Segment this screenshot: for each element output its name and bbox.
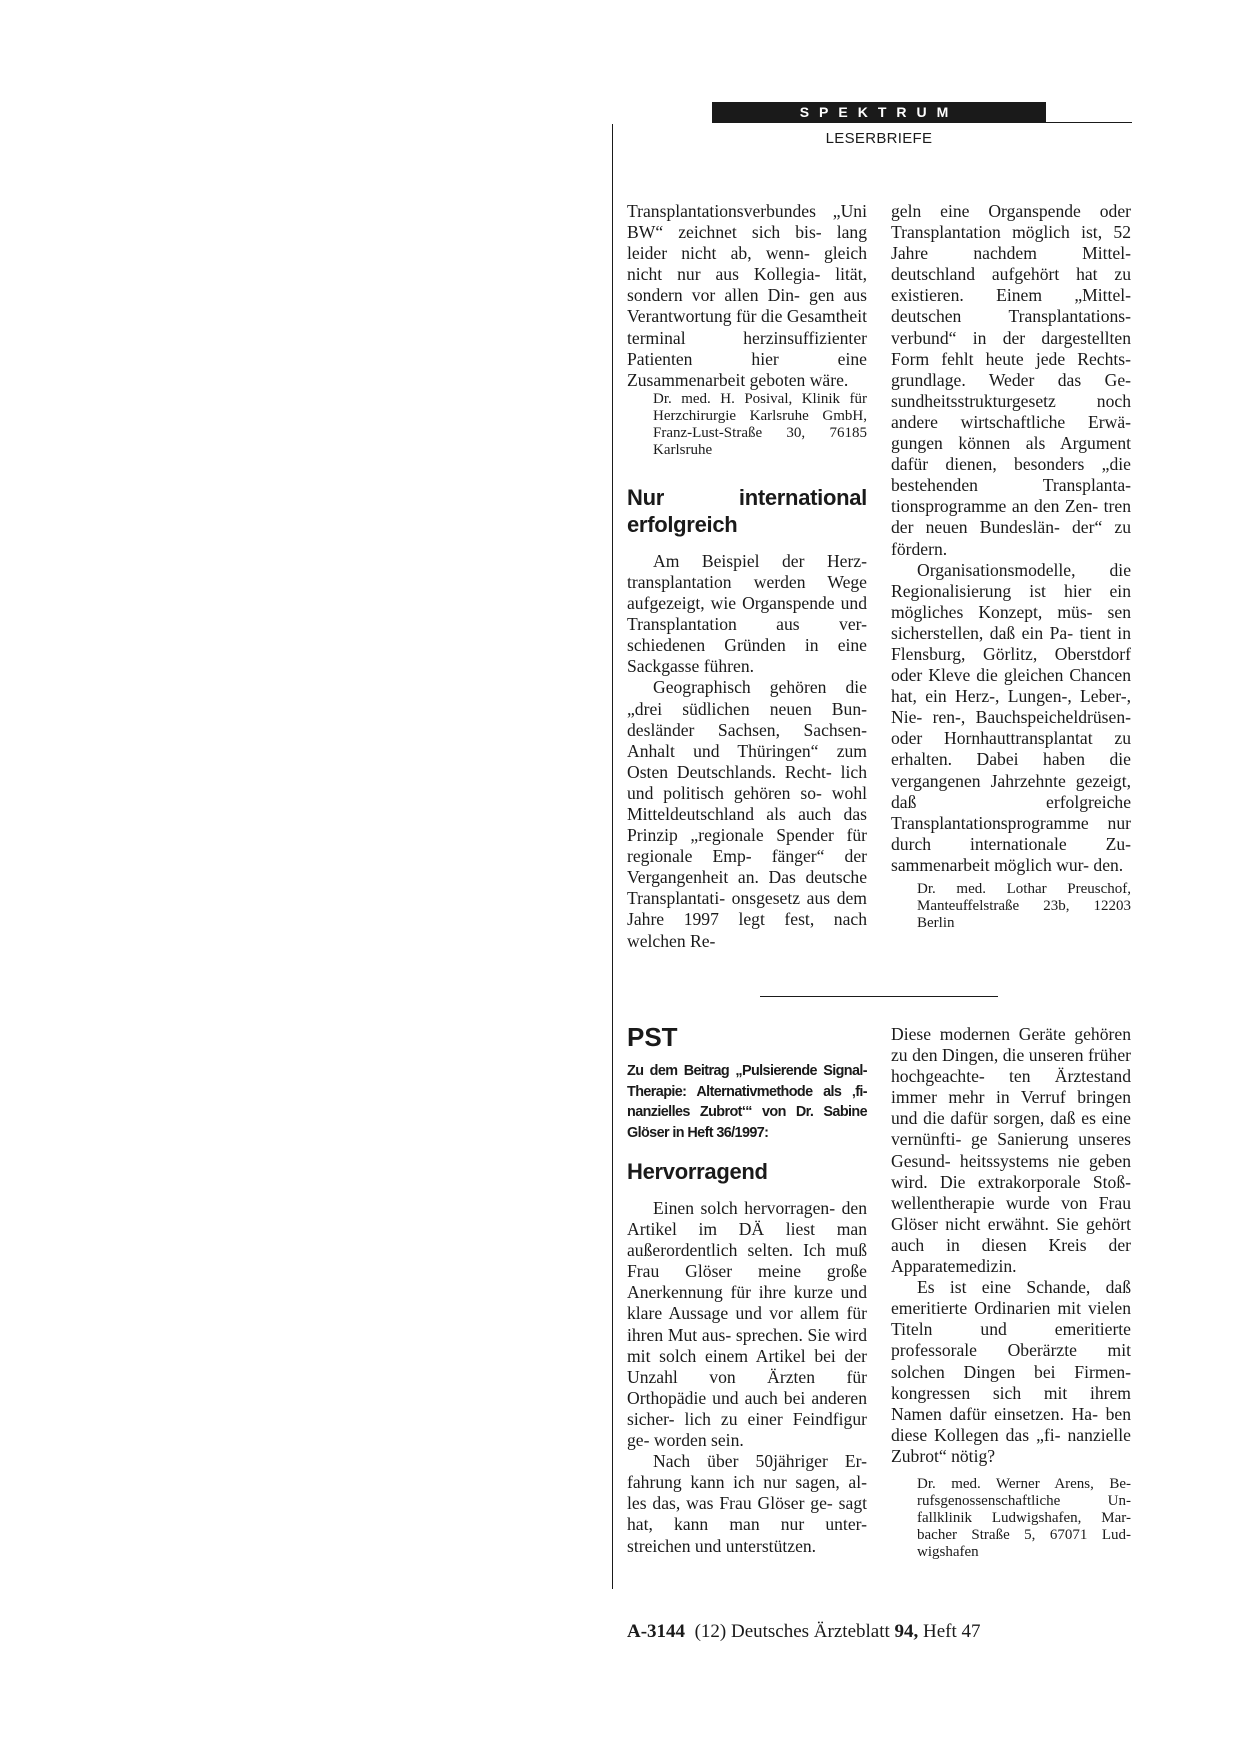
bottom-right-column — [891, 1024, 1131, 1561]
letter-paragraph: Es ist eine Schande, daß emeritierte Ordinarien mit vielen Titeln und emeritierte professorale Oberärzte mit solchen Dingen bei Firmen- kongressen sich mit ihrem Namen dafür einsetzen. Ha- ben diese Kollegen das „fi- nanzielle Zubrot“ nötig? — [891, 1277, 1131, 1466]
section-separator — [760, 996, 998, 997]
letter-title: Hervorragend — [627, 1159, 768, 1184]
letter-title: Nur international erfolgreich — [627, 484, 867, 537]
column-rule — [612, 124, 613, 1589]
page-number: (12) — [694, 1621, 727, 1642]
letter-signature: Dr. med. Lothar Preuschof, Manteuffelstraße 23b, 12203 Berlin — [917, 881, 1131, 931]
top-left-column — [627, 201, 867, 952]
letter-paragraph: geln eine Organspende oder Transplantation möglich ist, 52 Jahre nachdem Mittel- deutschland aufgehört hat zu existieren. Einem „Mittel- deutschen Transplantations- verbund“ in der dargestellten Form fehlt heute jede Rechts- grundlage. Weder das Ge- sundheitsstrukturgesetz noch andere wirtschaftliche Erwä- gungen können als Argument dafür dienen, besonders „die bestehenden Transplanta- tionsprogramme an den Zen- tren der neuen Bundeslän- der“ zu fördern. — [891, 201, 1131, 559]
letter-signature: Dr. med. Werner Arens, Be- rufsgenossenschaftliche Un- fallklinik Ludwigshafen, Mar- bacher Straße 5, 67071 Lud- wigshafen — [917, 1475, 1131, 1560]
letter-paragraph: Am Beispiel der Herz- transplantation werden Wege aufgezeigt, wie Organspende und Transplantation aus ver- schiedenen Gründen in eine Sackgasse führen. — [627, 550, 867, 677]
letter-paragraph: Nach über 50jähriger Er- fahrung kann ich nur sagen, al- les das, was Frau Glöser ge- sagt hat, kann man nur unter- streichen und unterstützen. — [627, 1451, 867, 1556]
letter-continuation: Transplantationsverbundes „Uni BW“ zeichnet sich bis- lang leider nicht ab, wenn- gleich nicht nur aus Kollegia- lität, sondern vor allen Din- gen aus Verantwortung für die Gesamtheit terminal herzinsuffizienter Patienten hier eine Zusammenarbeit geboten wäre. — [627, 201, 867, 390]
top-right-column — [891, 201, 1131, 932]
volume-number: 94, — [894, 1621, 919, 1642]
bottom-left-column — [627, 1022, 867, 1557]
article-reference: Zu dem Beitrag „Pulsierende Signal- Therapie: Alternativmethode als ‚fi- nanzielles Zubrot‘“ von Dr. Sabine Glöser in Heft 36/1997: — [627, 1063, 867, 1141]
section-header: SPEKTRUM — [712, 102, 1046, 122]
topic-heading: PST — [627, 1022, 678, 1052]
journal-name: Deutsches Ärzteblatt — [730, 1621, 890, 1642]
header-rule — [712, 122, 1132, 123]
letter-signature: Dr. med. H. Posival, Klinik für Herzchirurgie Karlsruhe GmbH, Franz-Lust-Straße 30, 76185 Karlsruhe — [653, 390, 867, 458]
letter-paragraph: Organisationsmodelle, die Regionalisierung ist hier ein mögliches Konzept, müs- sen sicherstellen, daß ein Pa- tient in Flensburg, Görlitz, Oberstdorf oder Kleve die gleichen Chancen hat, ein Herz-, Lungen-, Leber-, Nie- ren-, Bauchspeicheldrüsen- oder Hornhauttransplantat zu erhalten. Dabei haben die vergangenen Jahrzehnte gezeigt, daß erfolgreiche Transplantationsprogramme nur durch internationale Zu- sammenarbeit möglich wur- den. — [891, 559, 1131, 875]
letter-paragraph: Einen solch hervorragen- den Artikel im DÄ liest man außerordentlich selten. Ich muß Frau Glöser meine große Anerkennung für ihre kurze und klare Aussage und vor allem für ihren Mut aus- sprechen. Sie wird mit solch einem Artikel bei der Unzahl von Ärzten für Orthopädie und auch bei anderen sicher- lich zu einer Feindfigur ge- worden sein. — [627, 1198, 867, 1451]
letter-paragraph: Diese modernen Geräte gehören zu den Dingen, die unseren früher hochgeachte- ten Ärztestand immer mehr in Verruf bringen und die dafür sorgen, daß es eine vernünfti- ge Sanierung unseres Gesund- heitssystems nie geben wird. Die extrakorporale Stoß- wellentherapie wurde von Frau Glöser nicht erwähnt. Sie gehört auch in diesen Kreis der Apparatemedizin. — [891, 1024, 1131, 1277]
subsection-label: LESERBRIEFE — [825, 130, 933, 147]
page-code: A-3144 — [627, 1621, 686, 1642]
letter-paragraph: Geographisch gehören die „drei südlichen neuen Bun- desländer Sachsen, Sachsen- Anhalt und Thüringen“ zum Osten Deutschlands. Recht- lich und politisch gehören so- wohl Mitteldeutschland als auch das Prinzip „regionale Spender für regionale Emp- fänger“ der Vergangenheit an. Das deutsche Transplantati- onsgesetz aus dem Jahre 1997 legt fest, nach welchen Re- — [627, 677, 867, 951]
issue-number: Heft 47 — [923, 1621, 981, 1642]
page-footer — [627, 1621, 981, 1643]
